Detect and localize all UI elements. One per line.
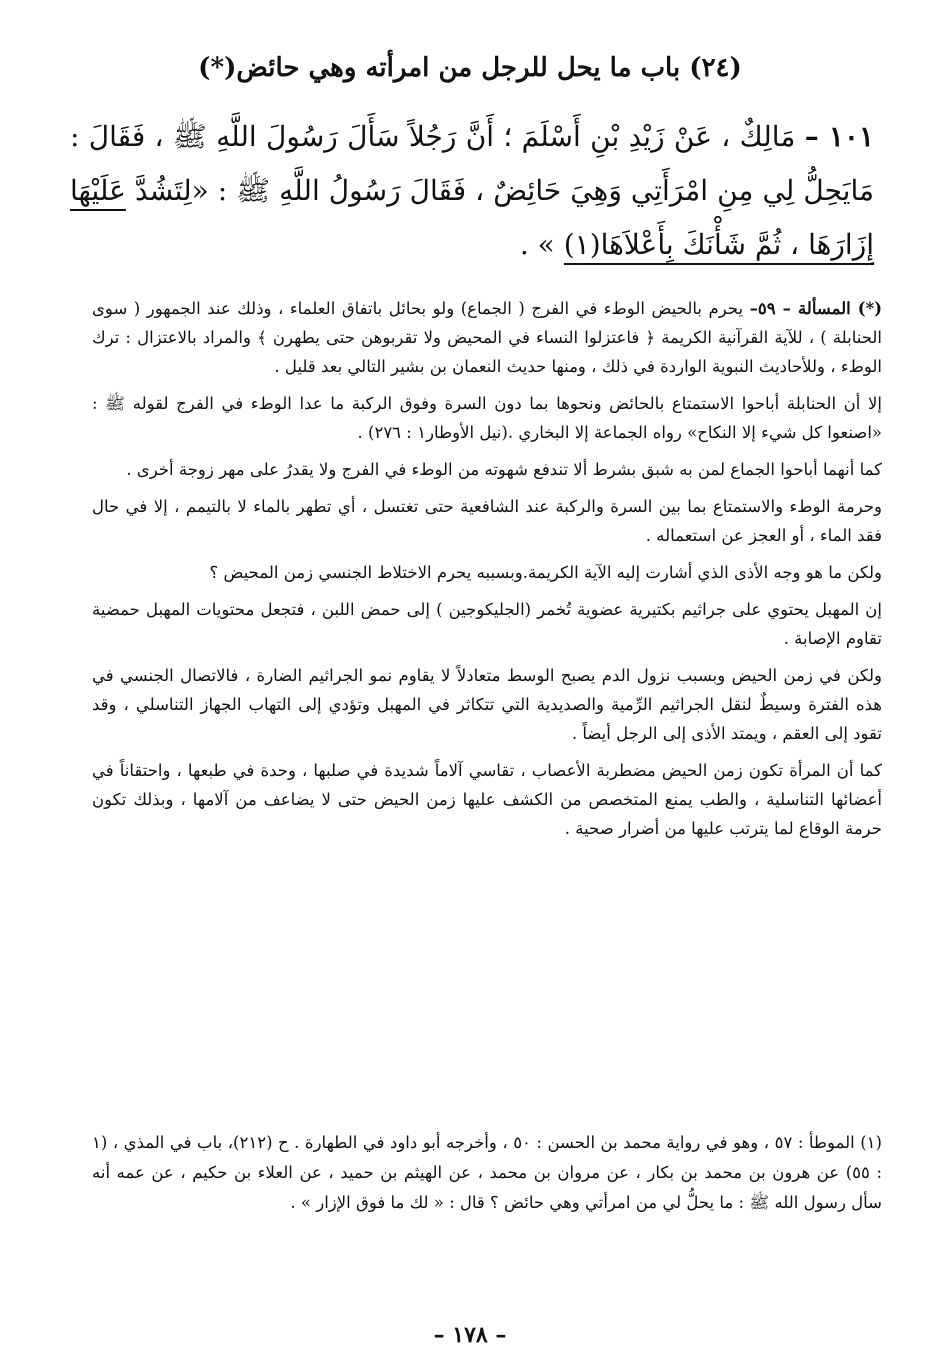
chapter-title: (٢٤) باب ما يحل للرجل من امرأته وهي حائض(*)	[198, 53, 742, 83]
commentary-notes	[92, 294, 882, 851]
note-text: يحرم بالحيض الوطء في الفرج ( الجماع) ولو بحائل باتفاق العلماء ، وذلك عند الجمهور ( سوى الحنابلة ) ، للآية القرآنية الكريمة ﴿ فاعتزلوا النساء في المحيض ولا تقربوهن حتى يطهرن ﴾ والمراد بالاعتزال : ترك الوطء ، وللأحاديث النبوية الواردة في ذلك ، ومنها حديث النعمان بن بشير التالي بعد قليل .	[92, 299, 882, 376]
footnote	[92, 1128, 882, 1218]
note-paragraph: كما أنهما أباحوا الجماع لمن به شبق بشرط ألا تندفع شهوته من الوطء في الفرج ولا يقدرُ على مهر زوجة أخرى .	[126, 460, 882, 479]
hadith-block	[70, 110, 874, 272]
note-paragraph: إن المهبل يحتوي على جراثيم بكتيرية عضوية تُخمر (الجليكوجين ) إلى حمض اللبن ، فتجعل محتويات المهبل حمضية تقاوم الإصابة .	[92, 600, 882, 648]
hadith-text: مَالِكٌ ، عَنْ زَيْدِ بْنِ أَسْلَمَ ؛ أَنَّ رَجُلاً سَأَلَ رَسُولَ اللَّهِ ﷺ ، فَقَالَ : مَايَحِلُّ لِي مِنِ امْرَأَتِي وَهِيَ حَائِضٌ ، فَقَالَ رَسُولُ اللَّهِ ﷺ : «لِتَشُدَّ	[70, 120, 874, 207]
hadith-underlined-text: عَلَيْهَا إِزَارَهَا ، ثُمَّ شَأْنَكَ بِأَعْلاَهَا(١)	[70, 174, 874, 265]
note-paragraph: كما أن المرأة تكون زمن الحيض مضطربة الأعصاب ، تقاسي آلاماً شديدة في صلبها ، وحدة في طبعها ، واحتقاناً في أعضائها التناسلية ، والطب يمنع المتخصص من الكشف عليها زمن الحيض حتى لا يضاعف من آلامها ، وبذلك تكون حرمة الوقاع لما يترتب عليها من أضرار صحية .	[92, 761, 882, 838]
hadith-end: » .	[519, 228, 555, 261]
footnote-text: (١) الموطأ : ٥٧ ، وهو في رواية محمد بن الحسن : ٥٠ ، وأخرجه أبو داود في الطهارة . ح (٢١٢)، باب في المذي ، (١ : ٥٥) عن هرون بن محمد بن بكار ، عن مروان بن محمد ، عن الهيثم بن حميد ، عن العلاء بن حكيم ، عن عمه أنه سأل رسول الله ﷺ : ما يحلُّ لي من امرأتي وهي حائض ؟ قال : « لك ما فوق الإزار » .	[92, 1133, 883, 1212]
note-paragraph: ولكن ما هو وجه الأذى الذي أشارت إليه الآية الكريمة.وبسببه يحرم الاختلاط الجنسي زمن المحيض ؟	[209, 563, 882, 582]
issue-label: (*) المسألة – ٥٩–	[749, 299, 882, 318]
page-number: – ١٧٨ –	[433, 1322, 507, 1348]
hadith-number: ١٠١ –	[804, 120, 875, 153]
note-paragraph	[92, 294, 882, 381]
note-paragraph: ولكن في زمن الحيض وبسبب نزول الدم يصبح الوسط متعادلاً لا يقاوم نمو الجراثيم الضارة ، فالاتصال الجنسي في هذه الفترة وسيطٌ لنقل الجراثيم الرِّمية والصديدية التي تتكاثر في المهبل وتؤدي إلى التهاب الجهاز التناسلي ، وقد تقود إلى العقم ، ويمتد الأذى إلى الرجل أيضاً .	[92, 666, 882, 743]
note-paragraph: وحرمة الوطء والاستمتاع بما بين السرة والركبة عند الشافعية حتى تغتسل ، أي تطهر بالماء لا بالتيمم ، إلا في حال فقد الماء ، أو العجز عن استعماله .	[92, 497, 882, 545]
hadith-paragraph	[70, 110, 874, 272]
note-paragraph: إلا أن الحنابلة أباحوا الاستمتاع بالحائض ونحوها بما دون السرة وفوق الركبة ما عدا الوطء في الفرج لقوله ﷺ : «اصنعوا كل شيء إلا النكاح» رواه الجماعة إلا البخاري .(نيل الأوطار١ : ٢٧٦) .	[92, 394, 882, 442]
